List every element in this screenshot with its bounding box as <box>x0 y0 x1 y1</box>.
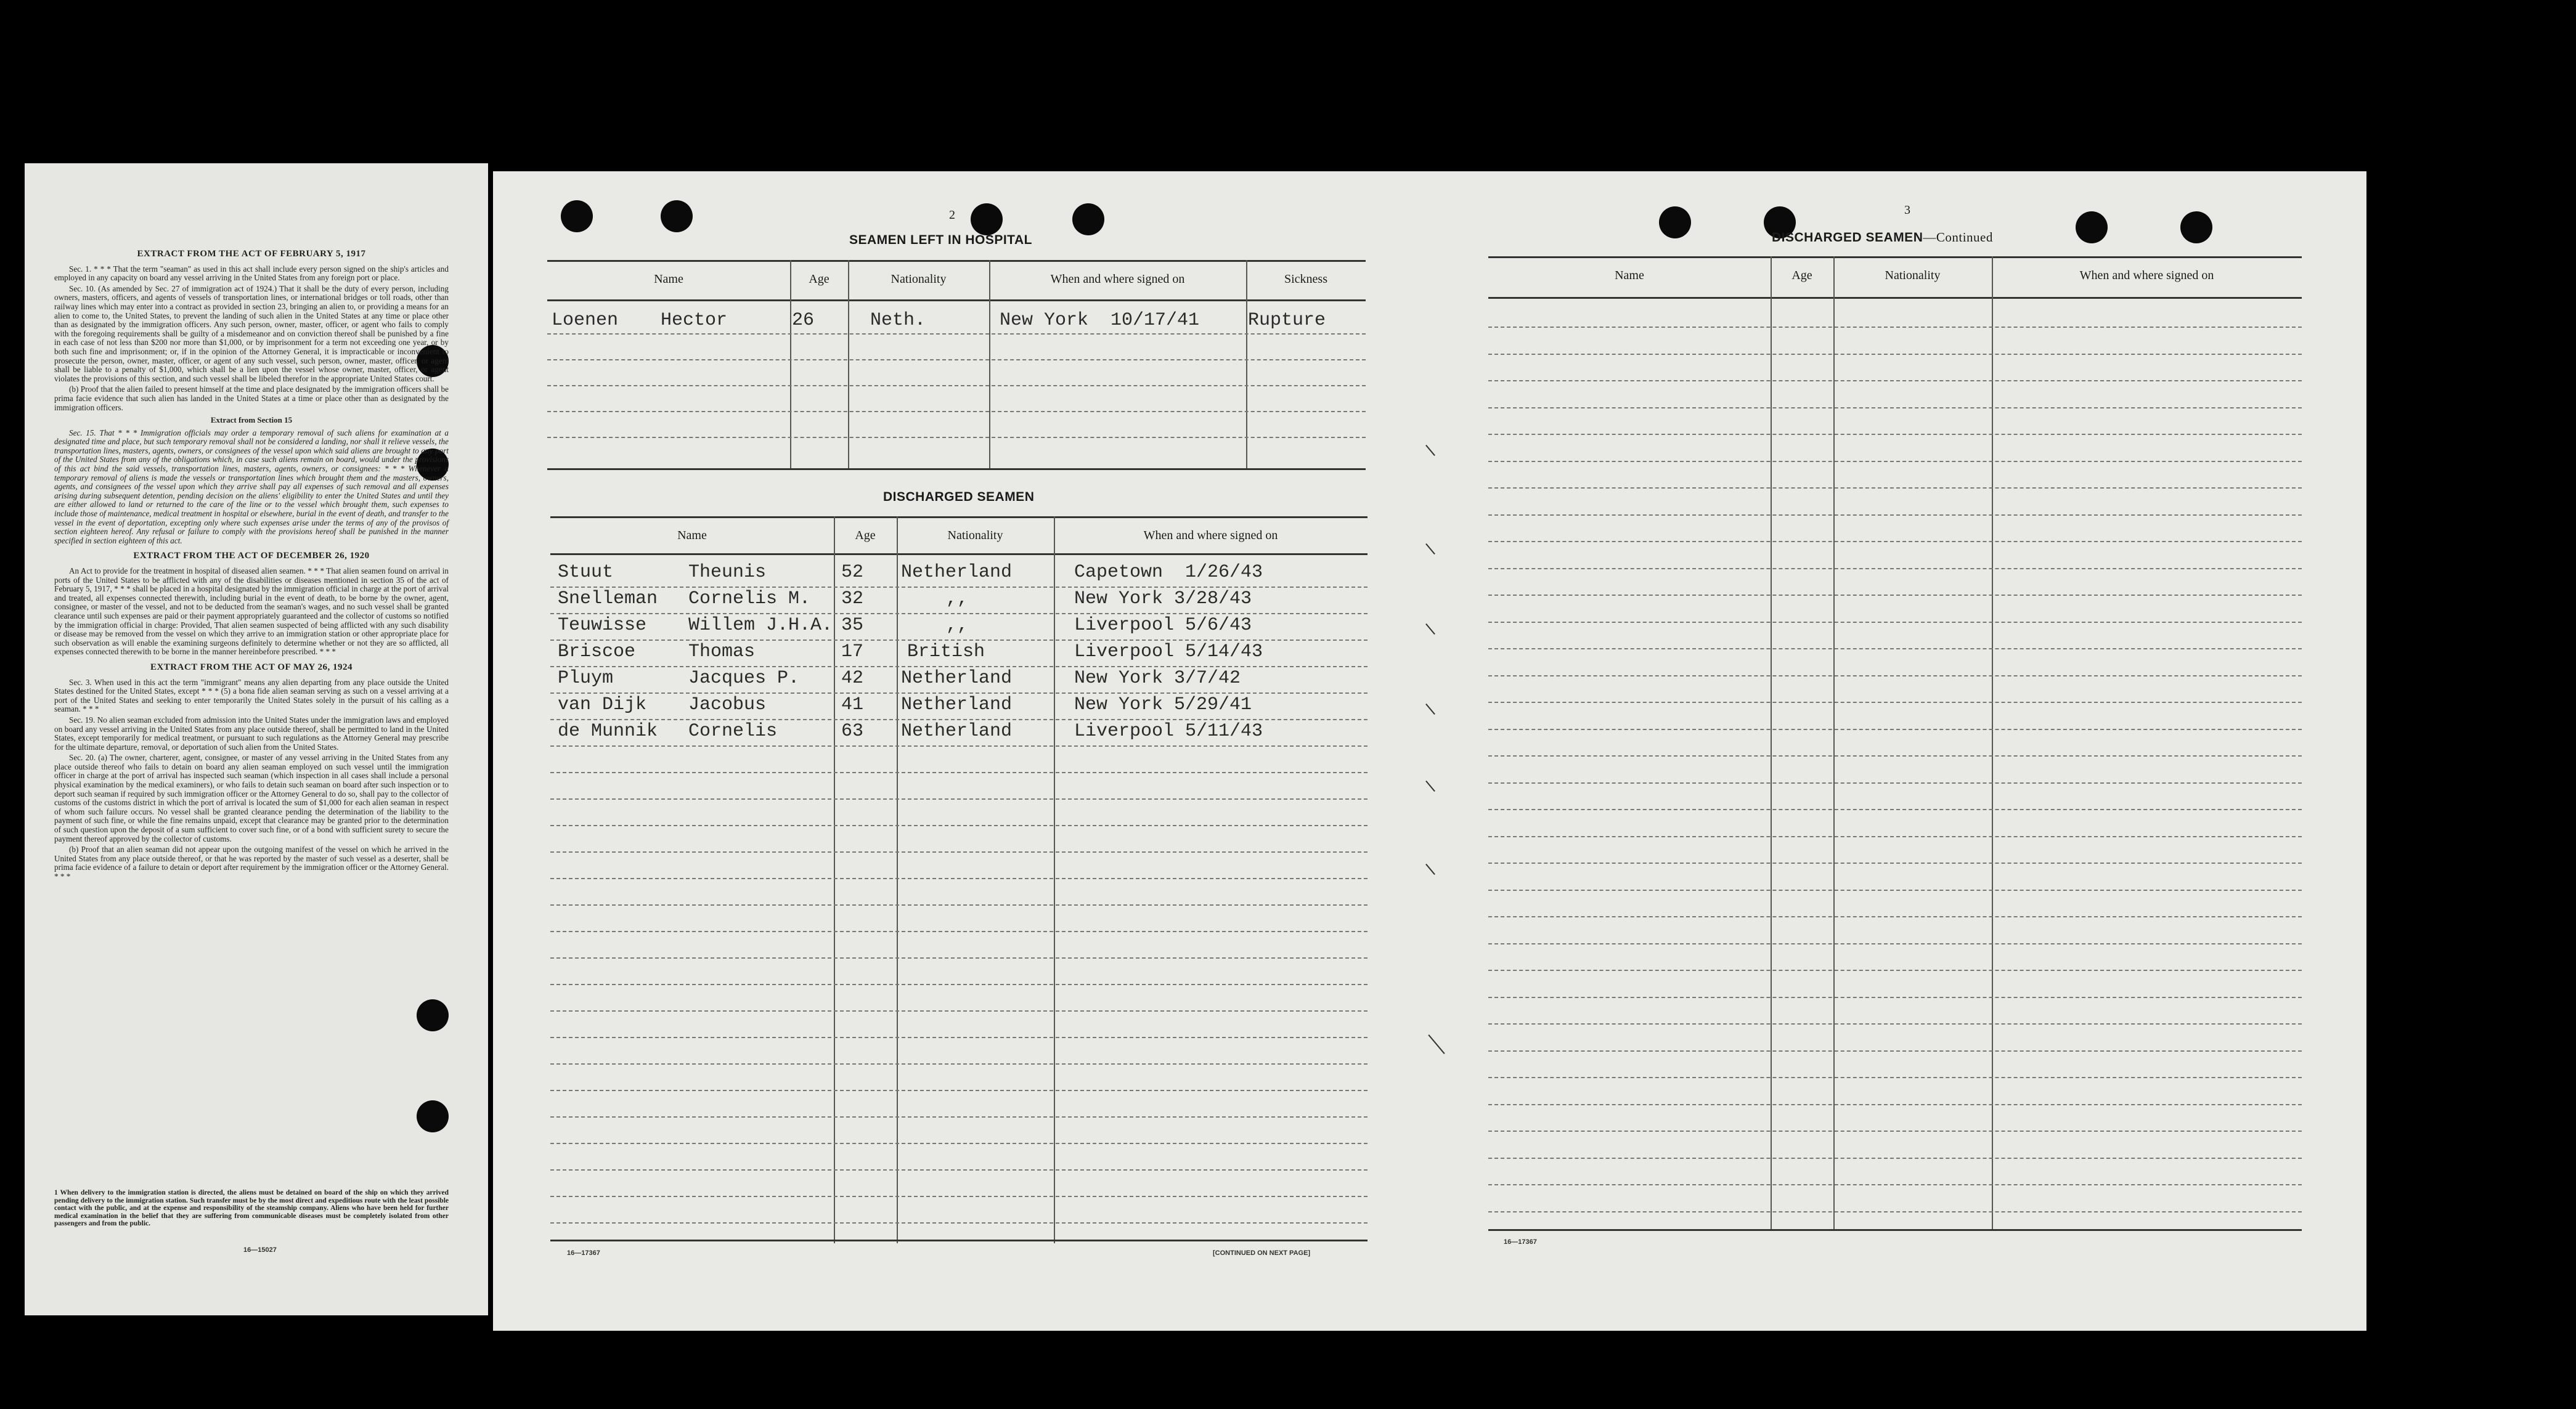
row-rule <box>1488 434 2302 435</box>
page-number: 2 <box>949 208 955 222</box>
surname-cell: Loenen <box>552 310 619 331</box>
row-rule <box>1488 1131 2302 1132</box>
hospital-section-title: SEAMEN LEFT IN HOSPITAL <box>849 233 1032 247</box>
row-rule <box>1488 729 2302 730</box>
row-rule <box>550 1222 1367 1224</box>
row-rule <box>550 957 1367 959</box>
given-name-cell: Cornelis <box>688 721 778 742</box>
punch-hole <box>971 203 1003 235</box>
title-suffix: —Continued <box>1923 230 1993 245</box>
row-rule <box>1488 622 2302 623</box>
row-rule <box>1488 354 2302 355</box>
nationality-cell: Netherland <box>901 562 1013 583</box>
age-cell: 41 <box>841 694 864 715</box>
given-name-cell: Hector <box>661 310 728 331</box>
row-rule <box>550 587 1367 588</box>
row-rule <box>550 692 1367 694</box>
form-number: 16—15027 <box>243 1246 277 1254</box>
row-rule <box>1488 782 2302 784</box>
nationality-cell: British <box>907 641 985 662</box>
row-rule <box>550 1169 1367 1171</box>
extract-heading: EXTRACT FROM THE ACT OF FEBRUARY 5, 1917 <box>137 249 366 259</box>
row-rule <box>550 613 1367 614</box>
signed-on-cell: Liverpool 5/6/43 <box>1074 615 1252 636</box>
nationality-cell: Netherland <box>901 694 1013 715</box>
col-header-age: Age <box>809 272 829 286</box>
col-header-name: Name <box>677 529 707 542</box>
row-rule <box>1488 380 2302 381</box>
discharged-section-title: DISCHARGED SEAMEN <box>883 490 1035 504</box>
row-rule <box>550 984 1367 985</box>
extract-heading: EXTRACT FROM THE ACT OF DECEMBER 26, 1920 <box>133 551 370 561</box>
age-cell: 35 <box>841 615 864 636</box>
row-rule <box>550 825 1367 826</box>
row-rule <box>1488 1077 2302 1078</box>
punch-hole <box>661 200 693 232</box>
punch-hole <box>417 999 449 1031</box>
age-cell: 42 <box>841 668 864 689</box>
nationality-cell: Neth. <box>870 310 926 331</box>
row-rule <box>1488 970 2302 971</box>
legal-paragraph: Sec. 19. No alien seaman excluded from admission into the United States under the immigration laws and employed on board any vessel arriving in the United States from any place outside thereof, shall be permitted to land in the United States, except temporarily for medical treatment, or pursuant to such regulations as the Attorney General may prescribe for the ultimate departure, removal, or deportation of such alien from the United States. <box>54 715 449 752</box>
punch-hole <box>561 200 593 232</box>
row-rule <box>550 666 1367 667</box>
signed-on-cell: Liverpool 5/14/43 <box>1074 641 1263 662</box>
given-name-cell: Jacobus <box>688 694 767 715</box>
signed-on-cell: New York 3/28/43 <box>1074 588 1252 609</box>
row-rule <box>1488 836 2302 837</box>
row-rule <box>1488 648 2302 649</box>
age-cell: 17 <box>841 641 864 662</box>
row-rule <box>1488 1211 2302 1212</box>
punch-hole <box>2180 211 2212 243</box>
row-rule <box>1488 568 2302 569</box>
row-rule <box>1488 916 2302 917</box>
legal-extracts <box>54 243 449 883</box>
signed-on-cell: New York 5/29/41 <box>1074 694 1252 715</box>
col-header-signed-on: When and where signed on <box>2079 269 2214 282</box>
signed-on-cell: Capetown 1/26/43 <box>1074 562 1263 583</box>
footnote: 1 When delivery to the immigration station is directed, the aliens must be detained on board of the ship on which they arrived pending delivery to the immigration station. Such transfer must be by the most direct and expeditious route with the least possible contact with the public, and at the expense and responsibility of the steamship company. Aliens who have been held for further medical examination in the belief that they are suffering from communicable diseases must be completely isolated from other passengers and from the public. <box>54 1189 449 1227</box>
row-rule <box>1488 1023 2302 1025</box>
row-rule <box>550 851 1367 853</box>
table-bottom-rule <box>550 1240 1367 1241</box>
age-cell: 26 <box>792 310 815 331</box>
punch-hole <box>417 1100 449 1132</box>
form-number: 16—17367 <box>567 1249 600 1257</box>
given-name-cell: Cornelis M. <box>688 588 811 609</box>
row-rule <box>1488 487 2302 489</box>
sickness-cell: Rupture <box>1248 310 1326 331</box>
row-rule <box>550 931 1367 932</box>
surname-cell: van Dijk <box>558 694 647 715</box>
row-rule <box>1488 541 2302 542</box>
row-rule <box>1488 595 2302 596</box>
surname-cell: Teuwisse <box>558 615 647 636</box>
form-number: 16—17367 <box>1504 1238 1537 1246</box>
col-header-nationality: Nationality <box>891 272 947 286</box>
row-rule <box>550 798 1367 800</box>
row-rule <box>550 772 1367 773</box>
row-rule <box>550 719 1367 720</box>
col-header-nationality: Nationality <box>1885 269 1941 282</box>
col-header-name: Name <box>1615 269 1644 282</box>
row-rule <box>1488 675 2302 676</box>
nationality-cell: Netherland <box>901 721 1013 742</box>
row-rule <box>550 1143 1367 1144</box>
row-rule <box>1488 997 2302 998</box>
age-cell: 52 <box>841 562 864 583</box>
extract-subheading: Extract from Section 15 <box>210 415 293 425</box>
col-header-sickness: Sickness <box>1284 272 1327 286</box>
nationality-cell: ,, <box>946 615 969 636</box>
row-rule <box>1488 755 2302 757</box>
col-header-name: Name <box>654 272 683 286</box>
col-header-signed-on: When and where signed on <box>1050 272 1185 286</box>
legal-paragraph: Sec. 3. When used in this act the term "immigrant" means any alien departing from any place outside the United States destined for the United States, except * * * (5) a bona fide alien seaman serving as such on a vessel arriving at a port of the United States and seeking to enter temporarily the United States solely in the pursuit of his calling as a seaman. * * * <box>54 677 449 714</box>
given-name-cell: Willem J.H.A. <box>688 615 833 636</box>
row-rule <box>550 1010 1367 1012</box>
signed-on-cell: New York 10/17/41 <box>1000 310 1200 331</box>
legal-paragraph: (b) Proof that an alien seaman did not appear upon the outgoing manifest of the vessel on which he arrived in the United States from any place outside thereof, or that he was reported by the master of such vessel as a deserter, shall be prima facie evidence of a failure to detain or deport after requirement by the immigration officer or the Attorney General. * * * <box>54 845 449 881</box>
col-header-nationality: Nationality <box>947 529 1003 542</box>
row-rule <box>550 745 1367 747</box>
row-rule <box>550 904 1367 906</box>
col-header-age: Age <box>855 529 876 542</box>
row-rule <box>1488 863 2302 864</box>
row-rule <box>1488 514 2302 516</box>
row-rule <box>550 640 1367 641</box>
row-rule <box>550 878 1367 879</box>
row-rule <box>550 1090 1367 1091</box>
age-cell: 32 <box>841 588 864 609</box>
row-rule <box>550 1116 1367 1118</box>
surname-cell: Briscoe <box>558 641 636 662</box>
nationality-cell: Netherland <box>901 668 1013 689</box>
given-name-cell: Thomas <box>688 641 756 662</box>
row-rule <box>1488 1158 2302 1159</box>
given-name-cell: Jacques P. <box>688 668 800 689</box>
row-rule <box>1488 327 2302 328</box>
given-name-cell: Theunis <box>688 562 767 583</box>
legal-paragraph: Sec. 20. (a) The owner, charterer, agent, consignee, or master of any vessel arriving in the United States from any place outside thereof who fails to detain on board any alien seaman employed on such vessel until the immigration officer in charge at the port of arrival has inspected such seaman (which inspection in all cases shall include a personal physical examination by the medical examiners), or who fails to detain such seaman on board after such inspection or to deport such seaman if required by such immigration officer or the Attorney General to do so, shall pay to the collector of customs of the customs district in which the port of arrival is located the sum of $1,000 for each alien seaman in respect of whom such failure occurs. No vessel shall be granted clearance pending the determination of the liability to the payment of such fine, or while the fine remains unpaid, except that clearance may be granted prior to the determination of such question upon the deposit of a sum sufficient to cover such fine, or of a bond with sufficient surety to secure the payment thereof approved by the collector of customs. <box>54 753 449 843</box>
surname-cell: Pluym <box>558 668 614 689</box>
title-main: DISCHARGED SEAMEN <box>1772 230 1923 245</box>
surname-cell: de Munnik <box>558 721 658 742</box>
row-rule <box>550 1037 1367 1038</box>
nationality-cell: ,, <box>946 588 969 609</box>
continued-note: [CONTINUED ON NEXT PAGE] <box>1213 1249 1311 1257</box>
legal-paragraph: An Act to provide for the treatment in hospital of diseased alien seamen. * * * That alien seamen found on arrival in ports of the United States to be afflicted with any of the disabilities or diseases mentioned in section 35 of the act of February 5, 1917, * * * shall be placed in a hospital designated by the immigration official in charge at the port of arrival and treated, all expenses connected therewith, including burial in the event of death, to be borne by the owner, agent, consignee, or master of the vessel, and not to be deducted from the seaman's wages, and no such vessel shall be granted clearance until such expenses are paid or their payment appropriately guaranteed and the collector of customs so notified by the immigration official in charge: Provided, That alien seamen suspected of being afflicted with any such disability or disease may be removed from the vessel on which they arrive to an immigration station or other appropriate place for such observation as will enable the examining surgeons definitely to determine whether or not they are so afflicted, all expenses connected therewith to be borne in the manner hereinbefore prescribed. * * * <box>54 566 449 657</box>
table-bottom-rule <box>1488 1229 2302 1231</box>
legal-paragraph: (b) Proof that the alien failed to present himself at the time and place designated by the immigration officers shall be prima facie evidence that such alien has landed in the United States at a time or place other than as designated by the immigration officers. <box>54 384 449 412</box>
row-rule <box>1488 461 2302 462</box>
legal-paragraph: Sec. 15. That * * * Immigration officials may order a temporary removal of such aliens for examination at a designated time and place, but such temporary removal shall not be considered a landing, nor shall it relieve vessels, the transportation lines, masters, agents, owners, or consignees of the vessel upon which said aliens are brought to any port of the United States from any of the obligations which, in case such aliens remain on board, would under the provisions of this act bind the said vessels, transportation lines, masters, agents, owners, or consignees: * * * Whenever a temporary removal of aliens is made the vessels or transportation lines which brought them and the masters, owners, agents, and consignees of the vessel upon which they arrive shall pay all expenses of such removal and all expenses arising during subsequent detention, pending decision on the aliens' eligibility to enter the United States and until they are either allowed to land or returned to the care of the line or to the vessel which brought them, such expenses to include those of maintenance, medical treatment in hospital or elsewhere, burial in the event of death, and transfer to the vessel in the event of deportation, excepting only where such expenses arise under the terms of any of the provisos of section eighteen hereof. Any refusal or failure to comply with the provisions hereof shall be punished in the manner specified in section eighteen of this act. <box>54 428 449 545</box>
row-rule <box>550 1196 1367 1197</box>
age-cell: 63 <box>841 721 864 742</box>
legal-paragraph: Sec. 1. * * * That the term "seaman" as used in this act shall include every person signed on the ship's articles and employed in any capacity on board any vessel arriving in the United States from any foreign port or place. <box>54 264 449 283</box>
punch-hole <box>2076 211 2108 243</box>
row-rule <box>1488 943 2302 944</box>
row-rule <box>1488 809 2302 810</box>
row-rule <box>1488 1184 2302 1185</box>
extract-heading: EXTRACT FROM THE ACT OF MAY 26, 1924 <box>150 662 353 672</box>
col-header-age: Age <box>1791 269 1812 282</box>
col-header-signed-on: When and where signed on <box>1143 529 1278 542</box>
row-rule <box>1488 407 2302 408</box>
punch-hole <box>1072 203 1104 235</box>
row-rule <box>1488 702 2302 703</box>
discharged-continued-title <box>1772 230 1993 245</box>
row-rule <box>1488 890 2302 891</box>
surname-cell: Stuut <box>558 562 614 583</box>
signed-on-cell: New York 3/7/42 <box>1074 668 1241 689</box>
surname-cell: Snelleman <box>558 588 658 609</box>
row-rule <box>550 1063 1367 1065</box>
row-rule <box>1488 1050 2302 1052</box>
row-rule <box>1488 1104 2302 1105</box>
legal-paragraph: Sec. 10. (As amended by Sec. 27 of immigration act of 1924.) That it shall be the duty of every person, including owners, masters, officers, and agents of vessels of transportation lines, or international bridges or toll roads, other than railway lines which may enter into a contract as provided in section 23, bringing an alien to, or providing a means for an alien to come to, the United States, to prevent the landing of such alien in the United States at any time or place other than as designated by the immigration officers. Any such person, owner, master, officer, or agent who fails to comply with the foregoing requirements shall be guilty of a misdemeanor and on conviction thereof shall be punished by a fine in each case of not less than $200 nor more than $1,000, or by imprisonment for a term not exceeding one year, or by both such fine and imprisonment; or, if in the opinion of the Attorney General, it is impracticable or inconvenient to prosecute the person, owner, master, officer, or agent of any such vessel, such person, owner, master, officer, or agent shall be liable to a penalty of $1,000, which shall be a lien upon the vessel whose owner, master, officer, or agent violates the provisions of this section, and such vessel shall be libeled therefor in the appropriate United States court. <box>54 283 449 383</box>
signed-on-cell: Liverpool 5/11/43 <box>1074 721 1263 742</box>
punch-hole <box>1659 206 1691 238</box>
page-number: 3 <box>1904 203 1910 217</box>
